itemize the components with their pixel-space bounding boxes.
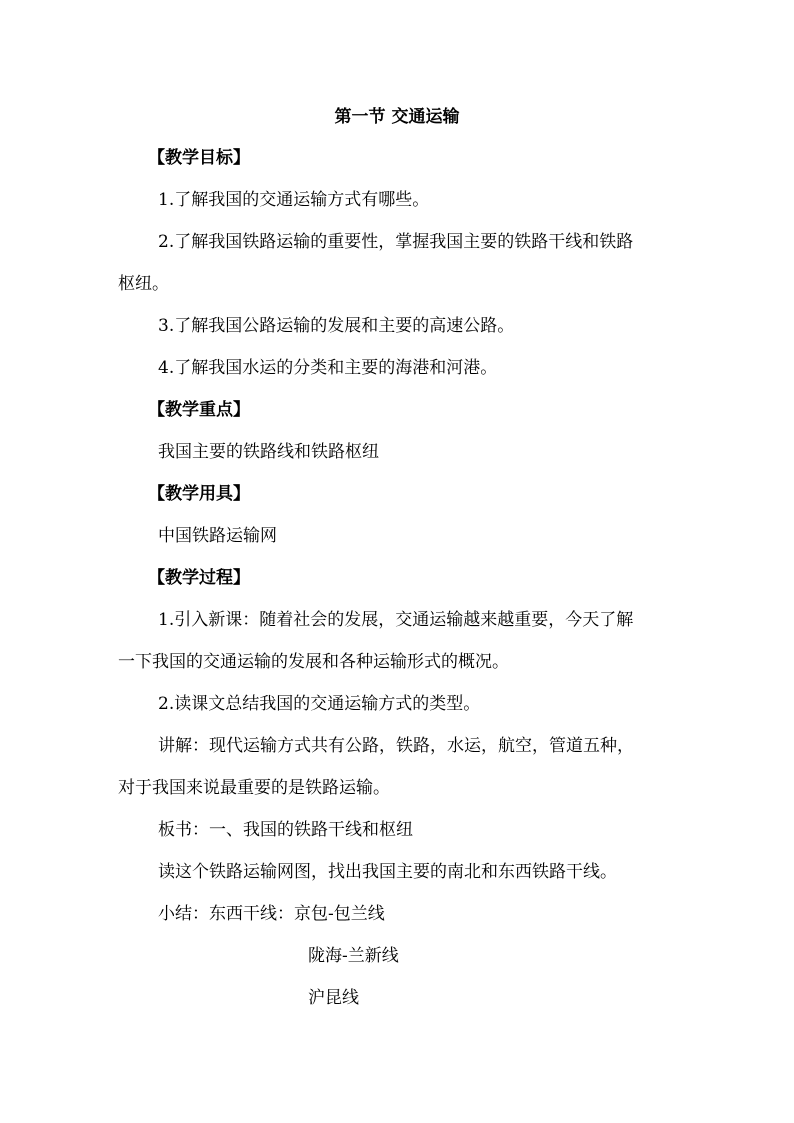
key-points-text: 我国主要的铁路线和铁路枢纽 (158, 442, 379, 462)
teaching-tools-heading: 【教学用具】 (148, 484, 250, 504)
goal-item-4: 4.了解我国水运的分类和主要的海港和河港。 (158, 358, 498, 378)
page-title: 第一节 交通运输 (334, 107, 460, 127)
teaching-process-heading: 【教学过程】 (148, 568, 250, 588)
goal-item-2-line-1: 2.了解我国铁路运输的重要性，掌握我国主要的铁路干线和铁路 (158, 232, 634, 252)
summary-line-1: 小结：东西干线：京包-包兰线 (158, 904, 385, 924)
key-points-heading: 【教学重点】 (148, 400, 250, 420)
reading-task: 读这个铁路运输网图，找出我国主要的南北和东西铁路干线。 (158, 862, 617, 882)
process-item-1-line-1: 1.引入新课：随着社会的发展，交通运输越来越重要，今天了解 (158, 610, 634, 630)
goal-item-2-line-2: 枢纽。 (118, 274, 169, 294)
process-item-1-line-2: 一下我国的交通运输的发展和各种运输形式的概况。 (118, 652, 509, 672)
goals-heading: 【教学目标】 (148, 148, 250, 168)
explanation-line-1: 讲解：现代运输方式共有公路，铁路，水运，航空，管道五种， (158, 736, 634, 756)
summary-line-3: 沪昆线 (308, 988, 359, 1008)
goal-item-3: 3.了解我国公路运输的发展和主要的高速公路。 (158, 316, 515, 336)
teaching-tools-text: 中国铁路运输网 (158, 526, 277, 546)
summary-line-2: 陇海-兰新线 (308, 946, 399, 966)
process-item-2: 2.读课文总结我国的交通运输方式的类型。 (158, 694, 481, 714)
goal-item-1: 1.了解我国的交通运输方式有哪些。 (158, 190, 430, 210)
board-writing: 板书：一、我国的铁路干线和枢纽 (158, 820, 413, 840)
explanation-line-2: 对于我国来说最重要的是铁路运输。 (118, 778, 390, 798)
